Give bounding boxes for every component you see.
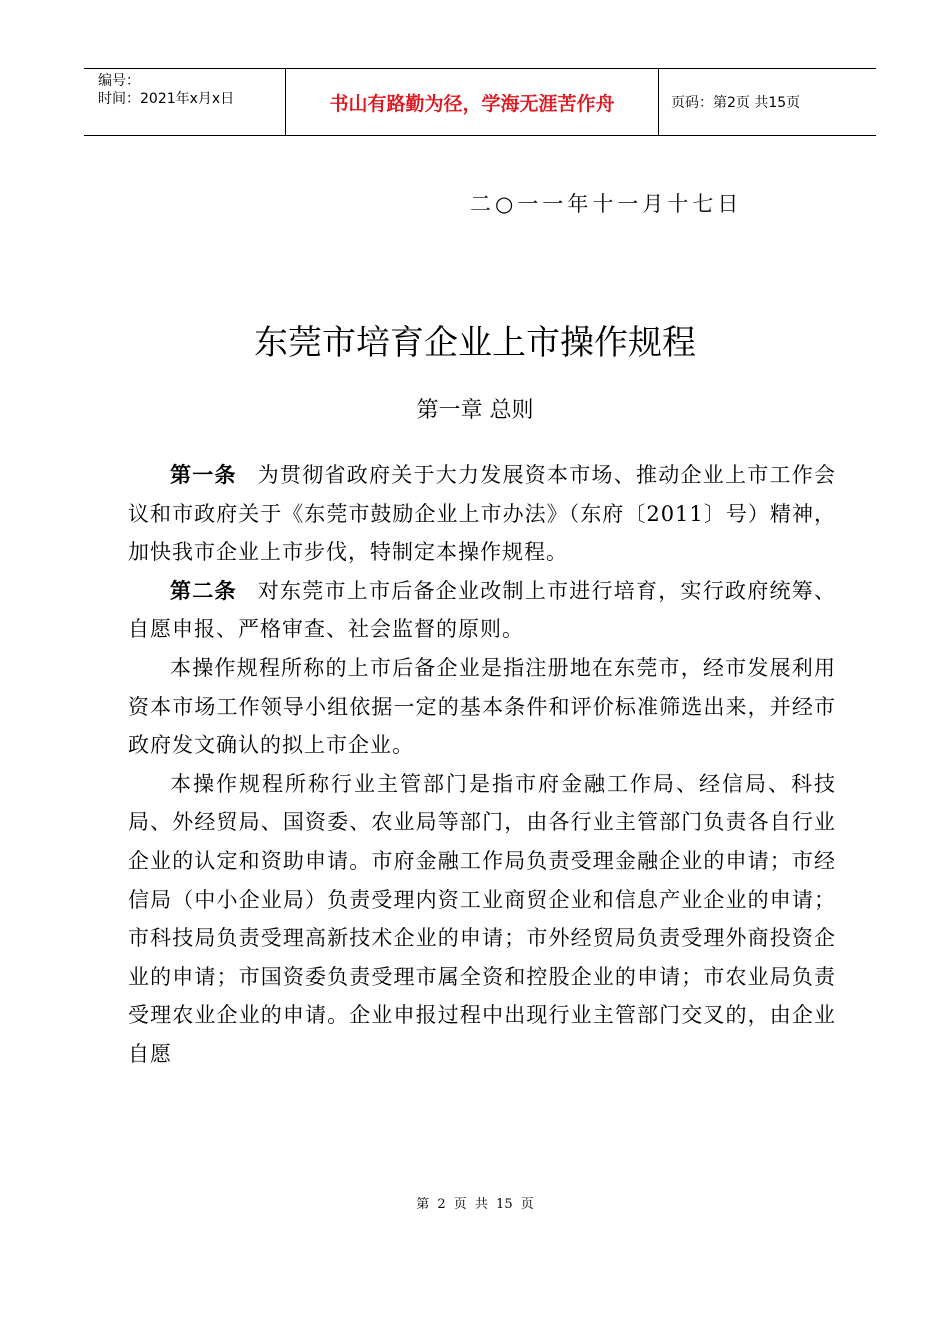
article-1 xyxy=(128,456,836,572)
header-meta xyxy=(84,69,285,135)
article-label: 第二条 xyxy=(170,578,237,603)
time-label: 时间：2021年x月x日 xyxy=(98,91,235,107)
article-text: 为贯彻省政府关于大力发展资本市场、推动企业上市工作会议和市政府关于《东莞市鼓励企业上市办法》（东府〔2011〕号）精神，加快我市企业上市步伐，特制定本操作规程。 xyxy=(128,463,836,565)
paragraph xyxy=(128,649,836,765)
header-page-label: 页码：第2页 共15页 xyxy=(671,95,801,111)
article-text: 对东莞市上市后备企业改制上市进行培育，实行政府统筹、自愿申报、严格审查、社会监督的原则。 xyxy=(128,578,836,642)
document-date: 二○一一年十一月十七日 xyxy=(470,192,743,216)
article-label: 第一条 xyxy=(170,463,237,487)
header-motto: 书山有路勤为径，学海无涯苦作舟 xyxy=(285,69,659,135)
body-text xyxy=(128,456,836,1074)
paragraph-text: 本操作规程所称的上市后备企业是指注册地在东莞市，经市发展利用资本市场工作领导小组依据一定的基本条件和评价标准筛选出来，并经市政府发文确认的拟上市企业。 xyxy=(128,655,836,758)
paragraph xyxy=(128,765,836,1074)
serial-label: 编号： xyxy=(98,73,140,89)
document-title: 东莞市培育企业上市操作规程 xyxy=(254,323,696,363)
article-2 xyxy=(128,572,836,649)
paragraph-text: 本操作规程所称行业主管部门是指市府金融工作局、经信局、科技局、外经贸局、国资委、农业局等部门，由各行业主管部门负责各自行业企业的认定和资助申请。市府金融工作局负责受理金融企业的申请；市经信局（中小企业局）负责受理内资工业商贸企业和信息产业企业的申请；市科技局负责受理高新技术企业的申请；市外经贸局负责受理外商投资企业的申请；市国资委负责受理市属全资和控股企业的申请；市农业局负责受理农业企业的申请。企业申报过程中出现行业主管部门交叉的，由企业自愿 xyxy=(128,771,836,1066)
chapter-heading: 第一章 总则 xyxy=(416,398,534,423)
page-footer: 第 2 页 共 15 页 xyxy=(416,1197,534,1212)
page-header xyxy=(84,68,876,136)
